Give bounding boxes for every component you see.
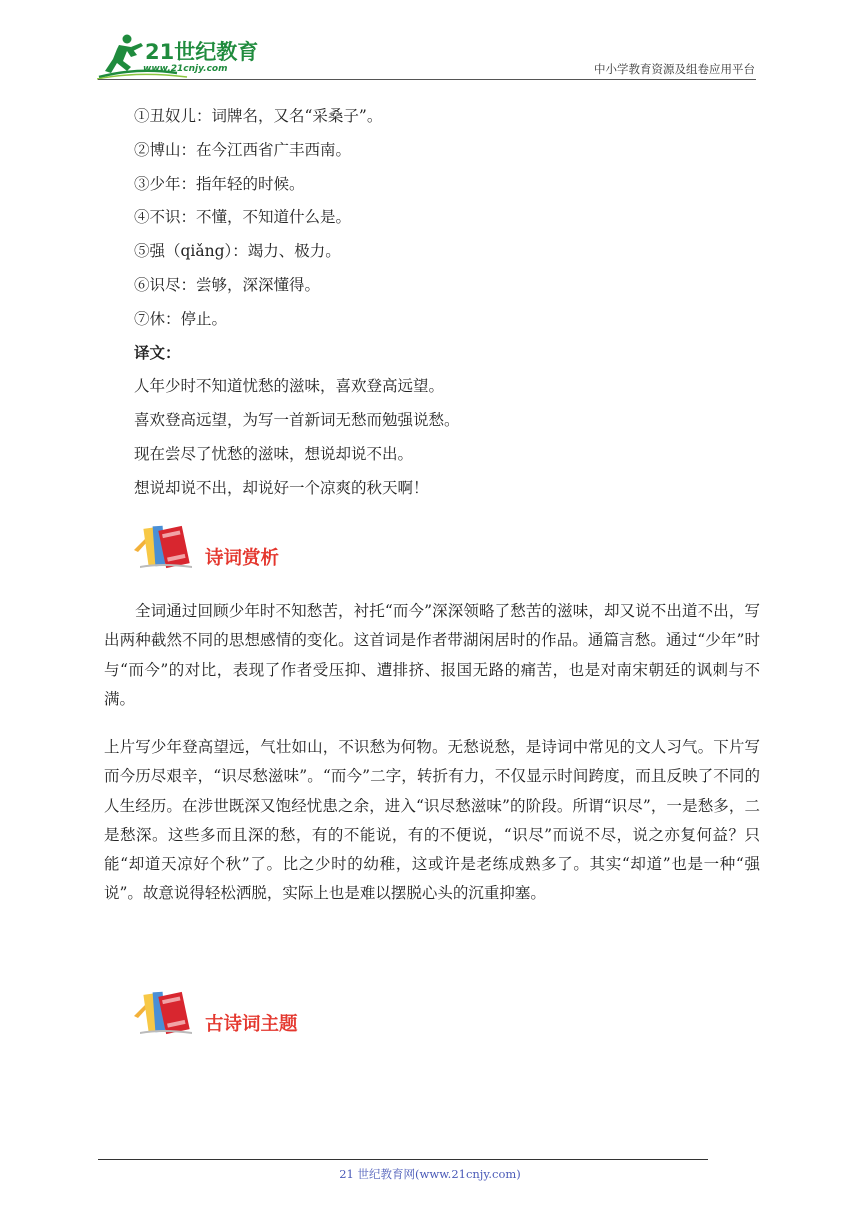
platform-name: 中小学教育资源及组卷应用平台 xyxy=(594,62,755,76)
appreciation-paragraph-1: 全词通过回顾少年时不知愁苦，衬托“而今”深深领略了愁苦的滋味，却又说不出道不出，写出两种截然不同的思想感情的变化。这首词是作者带湖闲居时的作品。通篇言愁。通过“少年”时与“而今”的对比，表现了作者受压抑、遭排挤、报国无路的痛苦，也是对南宋朝廷的讽刺与不满。 xyxy=(104,602,760,708)
header-divider xyxy=(98,79,756,80)
note-item: ⑤强（qiǎng）：竭力、极力。 xyxy=(134,242,341,260)
footer-link[interactable]: 21 世纪教育网(www.21cnjy.com) xyxy=(339,1167,521,1181)
logo-text: 21世纪教育 xyxy=(145,40,259,64)
page-header xyxy=(0,0,860,90)
translation-line: 喜欢登高远望，为写一首新词无愁而勉强说愁。 xyxy=(134,411,460,429)
translation-heading: 译文： xyxy=(134,343,181,362)
note-item: ⑦休：停止。 xyxy=(134,310,228,328)
translation-line: 人年少时不知道忧愁的滋味，喜欢登高远望。 xyxy=(134,377,445,395)
appreciation-paragraph-2: 上片写少年登高望远，气壮如山，不识愁为何物。无愁说愁，是诗词中常见的文人习气。下片写而今历尽艰辛，“识尽愁滋味”。“而今”二字，转折有力，不仅显示时间跨度，而且反映了不同的人生经历。在涉世既深又饱经忧患之余，进入“识尽愁滋味”的阶段。所谓“识尽”，一是愁多，二是愁深。这些多而且深的愁，有的不能说，有的不便说，“识尽”而说不尽，说之亦复何益？只能“却道天凉好个秋”了。比之少时的幼稚，这或许是老练成熟多了。其实“却道”也是一种“强说”。故意说得轻松洒脱，实际上也是难以摆脱心头的沉重抑塞。 xyxy=(104,738,760,903)
section-heading-theme xyxy=(132,988,332,1038)
logo-url: www.21cnjy.com xyxy=(143,64,228,74)
note-item: ④不识：不懂，不知道什么是。 xyxy=(134,208,352,226)
translation-line: 想说却说不出，却说好一个凉爽的秋天啊！ xyxy=(134,479,429,497)
note-item: ③少年：指年轻的时候。 xyxy=(134,175,305,193)
translation-line: 现在尝尽了忧愁的滋味，想说却说不出。 xyxy=(134,445,414,463)
note-item: ⑥识尽：尝够，深深懂得。 xyxy=(134,276,321,294)
section-title: 古诗词主题 xyxy=(205,1014,298,1035)
note-item: ①丑奴儿：词牌名，又名“采桑子”。 xyxy=(134,107,383,125)
section-heading-appreciation xyxy=(132,522,332,572)
books-icon xyxy=(132,522,198,572)
footer-divider xyxy=(98,1159,708,1160)
note-item: ②博山：在今江西省广丰西南。 xyxy=(134,141,352,159)
books-icon xyxy=(132,988,198,1038)
section-title: 诗词赏析 xyxy=(205,548,280,569)
